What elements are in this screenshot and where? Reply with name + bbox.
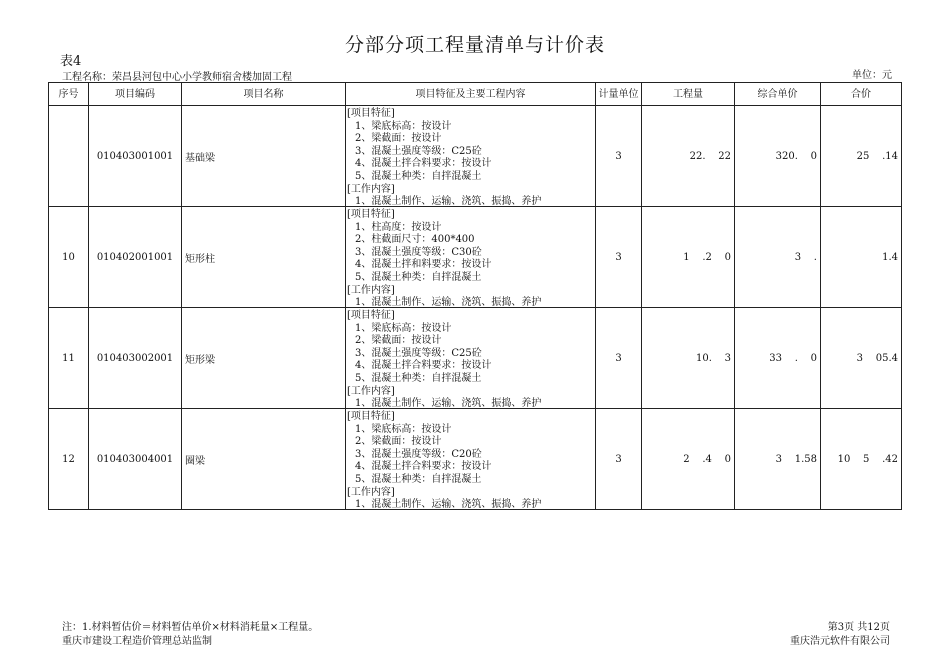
cell-unit: 3 xyxy=(596,207,642,308)
table-row xyxy=(49,409,902,510)
bill-table xyxy=(48,82,902,510)
cell-qty: 10. 3 xyxy=(642,308,735,409)
cell-total: 3 05.4 xyxy=(821,308,902,409)
header-seq: 序号 xyxy=(49,83,89,106)
cell-name: 矩形梁 xyxy=(182,308,346,409)
cell-total: 25 .14 xyxy=(821,106,902,207)
cell-features xyxy=(346,207,596,308)
cell-features xyxy=(346,106,596,207)
header-total: 合价 xyxy=(821,83,902,106)
feature-line: 5、混凝土种类：自拌混凝土 xyxy=(355,271,482,283)
unit-label: 单位：元 xyxy=(852,70,892,81)
footer-company: 重庆浩元软件有限公司 xyxy=(790,636,890,647)
cell-name: 基础梁 xyxy=(182,106,346,207)
cell-code: 010403004001 xyxy=(89,409,182,510)
table-header-row xyxy=(49,83,902,106)
feature-line: 1、柱高度：按设计 xyxy=(355,221,442,233)
feature-line: 3、混凝土强度等级：C30砼 xyxy=(355,246,482,258)
feature-line: 1、梁底标高：按设计 xyxy=(355,322,452,334)
feature-line: [项目特征] xyxy=(347,411,395,422)
cell-seq xyxy=(49,106,89,207)
cell-qty: 22. 22 xyxy=(642,106,735,207)
cell-features xyxy=(346,308,596,409)
cell-seq: 10 xyxy=(49,207,89,308)
footer-note: 注：1.材料暂估价＝材料暂估单价×材料消耗量×工程量。 xyxy=(62,622,319,633)
feature-line: 2、柱截面尺寸：400*400 xyxy=(355,234,475,246)
feature-line: 3、混凝土强度等级：C25砼 xyxy=(355,145,482,157)
feature-line: [工作内容] xyxy=(347,486,395,498)
cell-unit: 3 xyxy=(596,409,642,510)
table-row xyxy=(49,207,902,308)
table-row xyxy=(49,106,902,207)
header-unit: 计量单位 xyxy=(596,83,642,106)
cell-code: 010403001001 xyxy=(89,106,182,207)
project-name: 工程名称：荣昌县河包中心小学教师宿舍楼加固工程 xyxy=(62,72,292,83)
cell-unit: 3 xyxy=(596,106,642,207)
cell-total: 10 5 .42 xyxy=(821,409,902,510)
cell-qty: 1 .2 0 xyxy=(642,207,735,308)
footer-supervisor: 重庆市建设工程造价管理总站监制 xyxy=(62,636,212,647)
cell-unit: 3 xyxy=(596,308,642,409)
footer-page-count: 第3页 共12页 xyxy=(827,622,890,633)
feature-line: 5、混凝土种类：自拌混凝土 xyxy=(355,473,482,485)
cell-features xyxy=(346,409,596,510)
feature-line: 2、梁截面：按设计 xyxy=(355,133,442,145)
header-qty: 工程量 xyxy=(642,83,735,106)
feature-line: [工作内容] xyxy=(347,284,395,296)
table-row xyxy=(49,308,902,409)
feature-line: 4、混凝土拌合料要求：按设计 xyxy=(355,158,492,170)
header-features: 项目特征及主要工程内容 xyxy=(346,83,596,106)
cell-price: 3 1.58 xyxy=(735,409,821,510)
feature-line: 3、混凝土强度等级：C20砼 xyxy=(355,448,482,460)
feature-line: 5、混凝土种类：自拌混凝土 xyxy=(355,372,482,384)
cell-price: 33 . 0 xyxy=(735,308,821,409)
header-name: 项目名称 xyxy=(182,83,346,106)
feature-line: 1、混凝土制作、运输、浇筑、振捣、养护 xyxy=(355,398,542,408)
cell-qty: 2 .4 0 xyxy=(642,409,735,510)
cell-price: 3 . xyxy=(735,207,821,308)
feature-line: 4、混凝土拌合料要求：按设计 xyxy=(355,461,492,473)
feature-line: 5、混凝土种类：自拌混凝土 xyxy=(355,170,482,182)
feature-line: [工作内容] xyxy=(347,183,395,195)
cell-price: 320. 0 xyxy=(735,106,821,207)
feature-line: 1、梁底标高：按设计 xyxy=(355,423,452,435)
feature-line: 4、混凝土拌和料要求：按设计 xyxy=(355,259,492,271)
cell-seq: 12 xyxy=(49,409,89,510)
feature-line: 1、混凝土制作、运输、浇筑、振捣、养护 xyxy=(355,499,542,509)
cell-total: 1.4 xyxy=(821,207,902,308)
feature-line: [项目特征] xyxy=(347,209,395,220)
header-price: 综合单价 xyxy=(735,83,821,106)
cell-code: 010402001001 xyxy=(89,207,182,308)
feature-line: 1、混凝土制作、运输、浇筑、振捣、养护 xyxy=(355,196,542,206)
header-code: 项目编码 xyxy=(89,83,182,106)
cell-seq: 11 xyxy=(49,308,89,409)
cell-code: 010403002001 xyxy=(89,308,182,409)
feature-line: [项目特征] xyxy=(347,310,395,321)
feature-line: 1、梁底标高：按设计 xyxy=(355,120,452,132)
table-number: 表4 xyxy=(60,54,82,69)
feature-line: 1、混凝土制作、运输、浇筑、振捣、养护 xyxy=(355,297,542,307)
feature-line: 3、混凝土强度等级：C25砼 xyxy=(355,347,482,359)
feature-line: [项目特征] xyxy=(347,108,395,119)
cell-name: 矩形柱 xyxy=(182,207,346,308)
cell-name: 圈梁 xyxy=(182,409,346,510)
feature-line: [工作内容] xyxy=(347,385,395,397)
page-title: 分部分项工程量清单与计价表 xyxy=(344,34,605,56)
feature-line: 4、混凝土拌合料要求：按设计 xyxy=(355,360,492,372)
feature-line: 2、梁截面：按设计 xyxy=(355,335,442,347)
feature-line: 2、梁截面：按设计 xyxy=(355,436,442,448)
